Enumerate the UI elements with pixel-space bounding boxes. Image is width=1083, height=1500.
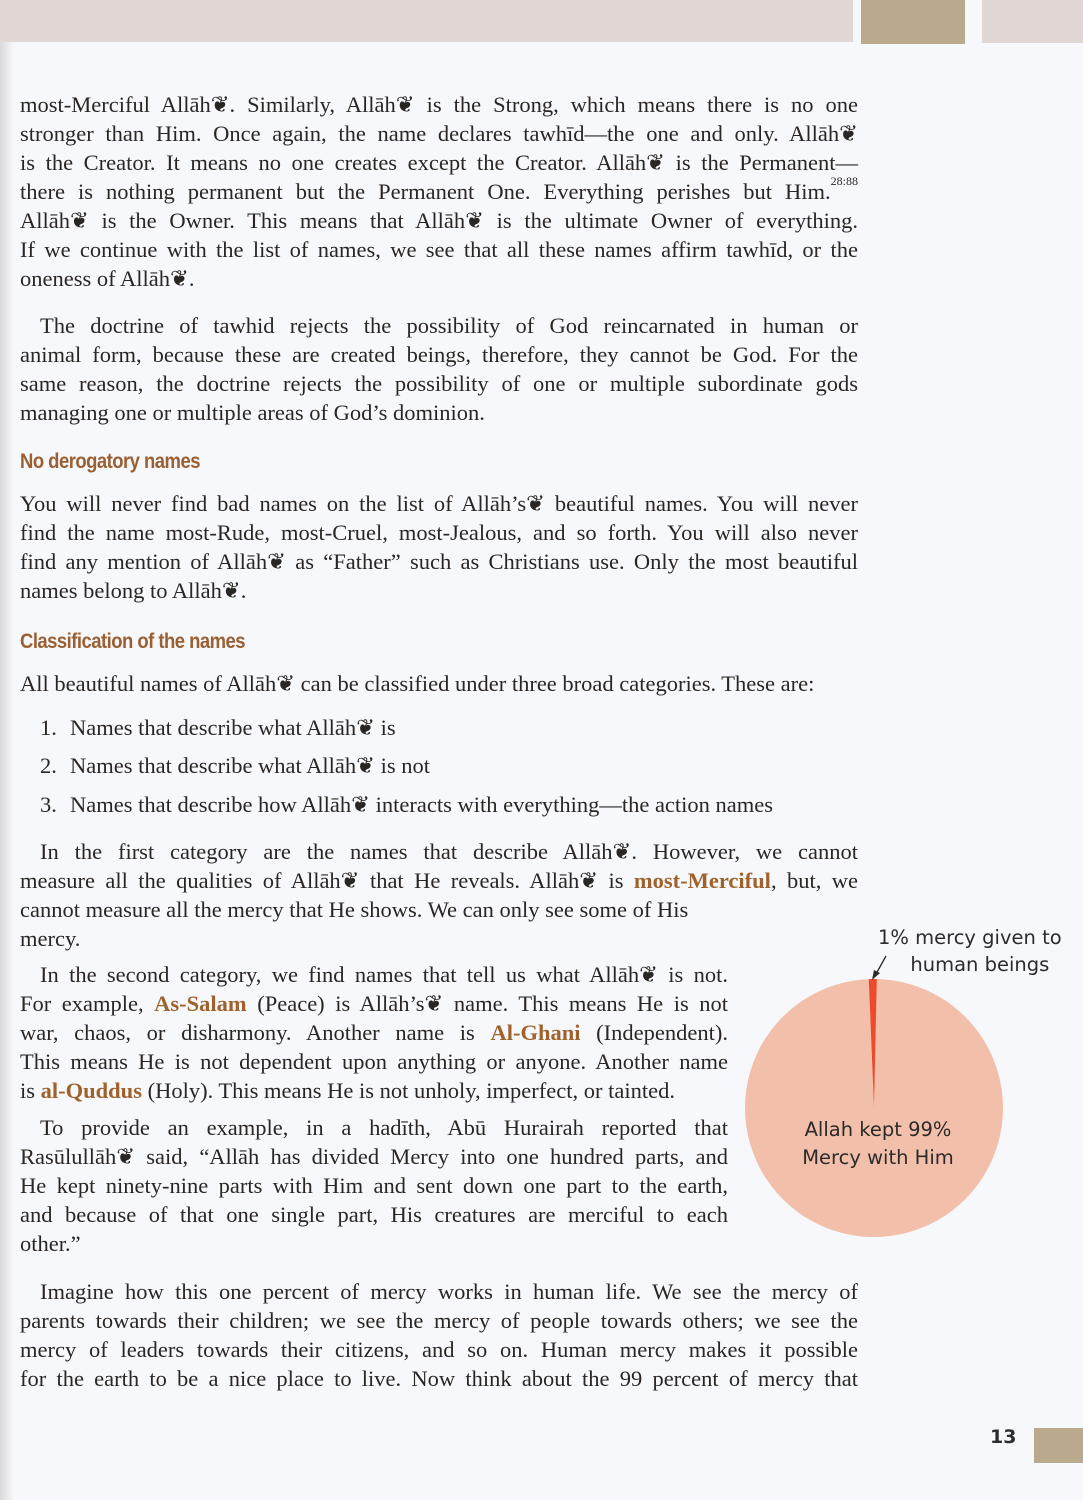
- list-number: 1.: [40, 715, 57, 740]
- list-item: [40, 751, 430, 780]
- text-line: same reason, the doctrine rejects the possibility of one or multiple subordinate gods: [20, 371, 858, 396]
- header-band-right: [982, 0, 1083, 43]
- highlighted-term: al-Quddus: [40, 1078, 142, 1103]
- text-fragment: , but, we: [770, 868, 858, 893]
- text-line: [20, 174, 858, 206]
- list-item: [40, 713, 396, 742]
- text-line: parents towards their children; we see the mercy of people towards others; we see the: [20, 1308, 858, 1333]
- page-tab-marker: [1034, 1428, 1083, 1463]
- intro-paragraph: [20, 90, 858, 293]
- text-line: oneness of Allāh❦.: [20, 266, 195, 291]
- text-line: managing one or multiple areas of God’s dominion.: [20, 400, 485, 425]
- classification-intro: [20, 669, 858, 698]
- text-fragment: (Independent).: [580, 1020, 728, 1045]
- highlighted-term: As-Salam: [154, 991, 247, 1016]
- text-line: find any mention of Allāh❦ as “Father” such as Christians use. Only the most beautiful: [20, 549, 858, 574]
- text-fragment: war, chaos, or disharmony. Another name is: [20, 1020, 491, 1045]
- text-line: mercy of leaders towards their citizens, and so on. Human mercy makes it possible: [20, 1337, 858, 1362]
- text-line: To provide an example, in a hadīth, Abū Hurairah reported that: [40, 1115, 728, 1140]
- label-line: Allah kept 99%: [804, 1118, 952, 1141]
- footnote-reference: 28:88: [830, 174, 858, 188]
- label-line: Mercy with Him: [802, 1146, 954, 1169]
- text-fragment: is: [20, 1078, 41, 1103]
- text-line: [20, 1076, 728, 1105]
- text-line: is the Creator. It means no one creates except the Creator. Allāh❦ is the Permanent—: [20, 150, 858, 175]
- text-line: All beautiful names of Allāh❦ can be classified under three broad categories. These are:: [20, 671, 815, 696]
- text-fragment: (Peace) is Allāh’s❦ name. This means He is not: [246, 991, 728, 1016]
- page-gutter-shadow: [0, 0, 14, 1500]
- highlighted-term: most-Merciful: [633, 868, 771, 893]
- derogatory-paragraph: [20, 489, 858, 605]
- list-number: 2.: [40, 753, 57, 778]
- text-line: In the second category, we find names that tell us what Allāh❦ is not.: [40, 962, 728, 987]
- text-line: animal form, because these are created beings, therefore, they cannot be God. For the: [20, 342, 858, 367]
- text-line: mercy.: [20, 926, 81, 951]
- text-line: stronger than Him. Once again, the name declares tawhīd—the one and only. Allāh❦: [20, 121, 858, 146]
- text-line: He kept ninety-nine parts with Him and sent down one part to the earth,: [20, 1173, 728, 1198]
- text-line: [20, 989, 728, 1018]
- list-text: Names that describe what Allāh❦ is not: [70, 753, 431, 778]
- text-fragment: measure all the qualities of Allāh❦ that He reveals. Allāh❦ is: [20, 868, 634, 893]
- text-line: other.”: [20, 1231, 81, 1256]
- section-heading-derogatory: No derogatory names: [20, 450, 200, 473]
- header-band: [0, 0, 853, 42]
- list-text: Names that describe what Allāh❦ is: [70, 715, 396, 740]
- text-line: cannot measure all the mercy that He shows. We can only see some of His: [20, 897, 689, 922]
- text-line: You will never find bad names on the list of Allāh’s❦ beautiful names. You will never: [20, 491, 858, 516]
- text-line: [20, 866, 858, 895]
- pie-label-one-percent: [878, 924, 1062, 978]
- text-line: Imagine how this one percent of mercy works in human life. We see the mercy of: [40, 1279, 858, 1304]
- highlighted-term: Al-Ghani: [490, 1020, 581, 1045]
- text-line: most-Merciful Allāh❦. Similarly, Allāh❦ is the Strong, which means there is no one: [20, 92, 858, 117]
- text-line: and because of that one single part, His creatures are merciful to each: [20, 1202, 728, 1227]
- imagine-paragraph: [20, 1277, 858, 1393]
- list-number: 3.: [40, 792, 57, 817]
- first-category-paragraph: [20, 837, 858, 953]
- label-line: human beings: [910, 953, 1050, 976]
- text-line: Allāh❦ is the Owner. This means that Allāh❦ is the ultimate Owner of everything.: [20, 208, 858, 233]
- list-item: [40, 790, 773, 819]
- label-line: 1% mercy given to: [878, 926, 1062, 949]
- list-text: Names that describe how Allāh❦ interacts with everything—the action names: [70, 792, 774, 817]
- doctrine-paragraph: [20, 311, 858, 427]
- text-fragment: (Holy). This means He is not unholy, imperfect, or tainted.: [141, 1078, 675, 1103]
- second-category-paragraph: [20, 960, 728, 1105]
- text-line: for the earth to be a nice place to live. Now think about the 99 percent of mercy that: [20, 1366, 858, 1391]
- text-line: [20, 1018, 728, 1047]
- pie-label-ninety-nine-percent: [778, 1116, 978, 1172]
- text-line: This means He is not dependent upon anything or anyone. Another name: [20, 1049, 728, 1074]
- page-number: 13: [990, 1426, 1017, 1448]
- text-fragment: For example,: [20, 991, 155, 1016]
- text-line: Rasūlullāh❦ said, “Allāh has divided Mercy into one hundred parts, and: [20, 1144, 728, 1169]
- hadith-paragraph: [20, 1113, 728, 1258]
- text-line: names belong to Allāh❦.: [20, 578, 247, 603]
- text-line: If we continue with the list of names, we see that all these names affirm tawhīd, or the: [20, 237, 858, 262]
- text-line: The doctrine of tawhid rejects the possibility of God reincarnated in human or: [40, 313, 858, 338]
- header-color-block: [861, 0, 965, 44]
- section-heading-classification: Classification of the names: [20, 630, 246, 653]
- text-line: In the first category are the names that describe Allāh❦. However, we cannot: [40, 839, 858, 864]
- text-fragment: there is nothing permanent but the Permanent One. Everything perishes but Him.: [20, 179, 831, 204]
- text-line: find the name most-Rude, most-Cruel, most-Jealous, and so forth. You will also never: [20, 520, 858, 545]
